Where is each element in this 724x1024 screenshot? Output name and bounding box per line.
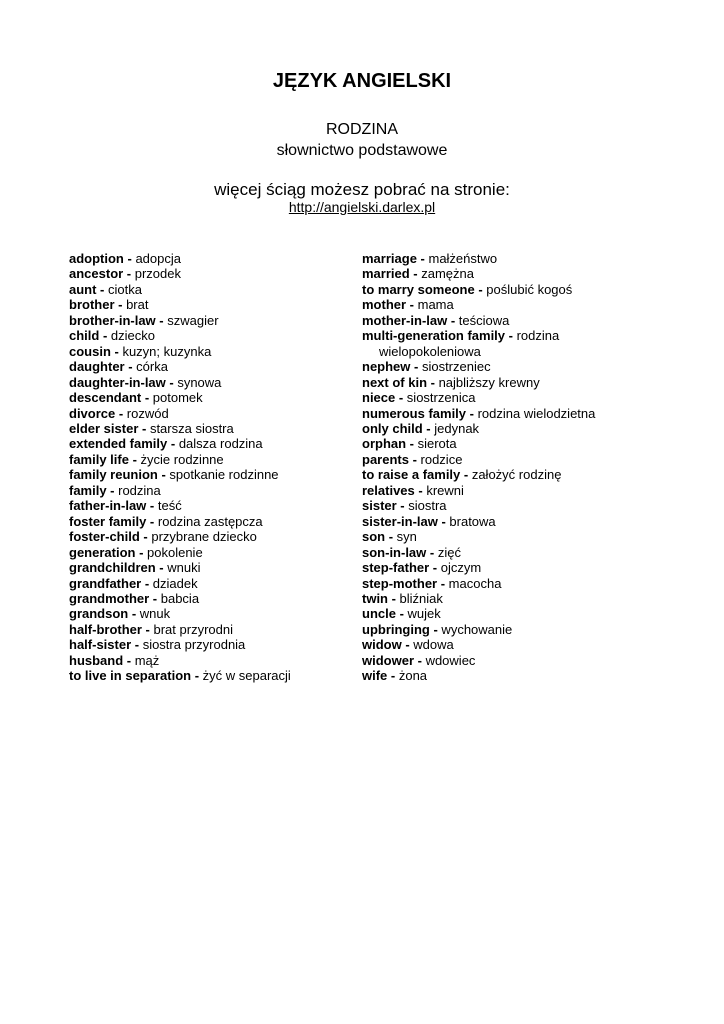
vocab-term: uncle -: [362, 606, 404, 622]
vocab-translation: siostrzenica: [403, 390, 476, 406]
vocab-term: to live in separation -: [69, 668, 200, 684]
vocab-entry: [362, 576, 662, 591]
vocab-translation: potomek: [149, 390, 203, 406]
vocab-term: adoption -: [69, 251, 132, 266]
vocab-entry: [69, 282, 349, 297]
vocab-entry: [362, 483, 662, 498]
vocab-term: son-in-law -: [362, 544, 435, 560]
vocab-translation: kuzyn; kuzynka: [118, 343, 212, 359]
vocab-entry: [69, 483, 349, 498]
vocab-entry: [362, 637, 662, 652]
vocab-translation: przodek: [131, 266, 182, 282]
vocab-term: family life -: [69, 451, 137, 467]
vocab-translation: rodzina: [114, 482, 161, 498]
vocab-term: step-father -: [362, 560, 438, 576]
vocab-translation: przybrane dziecko: [147, 529, 257, 545]
vocab-term: half-sister -: [69, 637, 140, 653]
vocab-translation: babcia: [157, 590, 200, 606]
vocab-entry: [69, 421, 349, 436]
vocab-term: widower -: [362, 652, 422, 668]
vocab-translation: dalsza rodzina: [175, 436, 263, 452]
vocab-entry: [362, 375, 662, 390]
vocab-term: widow -: [362, 637, 410, 653]
vocab-translation: rodzice: [416, 451, 463, 467]
vocab-entry: [362, 266, 662, 281]
vocab-entry: [69, 560, 349, 575]
vocab-term: parents -: [362, 451, 417, 467]
vocab-entry: [69, 406, 349, 421]
vocab-translation: wujek: [403, 606, 441, 622]
vocab-term: ancestor -: [69, 266, 132, 282]
vocab-translation: zamężna: [417, 266, 475, 282]
vocab-translation: założyć rodzinę: [468, 467, 562, 483]
vocab-term: grandfather -: [69, 575, 150, 591]
vocab-entry: [362, 560, 662, 575]
vocab-entry: [362, 668, 662, 683]
vocab-term: divorce -: [69, 405, 124, 421]
vocab-term: extended family -: [69, 436, 176, 452]
topic-subtitle: słownictwo podstawowe: [276, 142, 448, 159]
vocab-entry: [69, 637, 349, 652]
vocab-entry: [69, 452, 349, 467]
vocab-entry: [362, 529, 662, 544]
vocab-translation: dziadek: [149, 575, 198, 591]
vocab-translation: zięć: [434, 544, 461, 560]
vocab-term: to marry someone -: [362, 281, 483, 297]
vocab-term: brother -: [69, 297, 123, 313]
vocab-translation: brat przyrodni: [149, 621, 233, 637]
vocab-term: brother-in-law -: [69, 312, 164, 328]
vocab-translation: poślubić kogoś: [482, 281, 573, 297]
vocab-entry: [362, 498, 662, 513]
vocab-entry: [362, 545, 662, 560]
vocab-translation: spotkanie rodzinne: [165, 467, 279, 483]
vocab-translation: wychowanie: [437, 621, 513, 637]
vocab-translation: siostra: [404, 498, 447, 514]
vocab-entry: [69, 375, 349, 390]
vocab-term: marriage -: [362, 251, 425, 266]
vocab-translation: adopcja: [131, 251, 181, 266]
page-title: JĘZYK ANGIELSKI: [272, 70, 452, 92]
vocab-term: sister-in-law -: [362, 513, 446, 529]
vocab-translation: mama: [414, 297, 454, 313]
vocab-translation-continuation: wielopokoleniowa: [379, 343, 481, 359]
vocab-entry: [69, 344, 349, 359]
vocab-translation: wnuki: [163, 560, 201, 576]
vocab-term: daughter-in-law -: [69, 374, 174, 390]
vocab-entry: [69, 436, 349, 451]
vocab-term: relatives -: [362, 482, 423, 498]
vocab-translation: sierota: [414, 436, 457, 452]
vocab-translation: rodzina wielodzietna: [473, 405, 596, 421]
vocab-entry: [362, 591, 662, 606]
vocab-entry: [69, 529, 349, 544]
vocab-entry: [69, 514, 349, 529]
vocab-term: sister -: [362, 498, 405, 514]
vocab-entry: [69, 576, 349, 591]
vocab-translation: jedynak: [430, 420, 480, 436]
vocab-entry: [69, 622, 349, 637]
vocab-translation: ciotka: [104, 281, 142, 297]
vocab-term: family -: [69, 482, 115, 498]
vocab-entry: [69, 668, 349, 683]
vocab-entry: [362, 436, 662, 451]
vocab-translation: siostrzeniec: [418, 359, 491, 375]
vocab-entry: [362, 406, 662, 421]
vocab-term: half-brother -: [69, 621, 150, 637]
vocab-term: niece -: [362, 390, 404, 406]
vocab-term: elder sister -: [69, 420, 147, 436]
vocab-entry: [69, 545, 349, 560]
vocab-translation: brat: [122, 297, 149, 313]
vocab-entry: [69, 313, 349, 328]
vocab-entry: [69, 390, 349, 405]
vocab-translation: wdowa: [409, 637, 454, 653]
vocab-entry: [69, 606, 349, 621]
vocab-term: foster family -: [69, 513, 155, 529]
vocab-entry: [69, 467, 349, 482]
vocab-translation: krewni: [422, 482, 464, 498]
vocab-entry: [362, 282, 662, 297]
vocab-term: twin -: [362, 590, 396, 606]
vocab-list-right: [362, 251, 662, 684]
vocab-entry: [362, 251, 662, 266]
vocab-entry: [362, 467, 662, 482]
vocab-term: numerous family -: [362, 405, 474, 421]
site-link[interactable]: http://angielski.darlex.pl: [288, 199, 436, 215]
vocab-translation: teściowa: [455, 312, 510, 328]
vocab-entry: [362, 653, 662, 668]
vocab-translation: starsza siostra: [146, 420, 234, 436]
vocab-term: cousin -: [69, 343, 119, 359]
vocab-translation: bliźniak: [395, 590, 443, 606]
vocab-term: orphan -: [362, 436, 414, 452]
vocab-term: nephew -: [362, 359, 419, 375]
vocab-term: mother -: [362, 297, 414, 313]
vocab-translation: najbliższy krewny: [434, 374, 540, 390]
vocab-translation: życie rodzinne: [136, 451, 224, 467]
vocab-term: family reunion -: [69, 467, 166, 483]
vocab-translation: synowa: [173, 374, 222, 390]
vocab-entry: [362, 359, 662, 374]
vocab-entry: [362, 328, 662, 359]
vocab-term: only child -: [362, 420, 431, 436]
vocab-translation: ojczym: [437, 560, 482, 576]
vocab-translation: szwagier: [163, 312, 219, 328]
vocab-translation: rozwód: [123, 405, 169, 421]
vocab-translation: teść: [154, 498, 182, 514]
vocab-translation: dziecko: [107, 328, 155, 344]
vocab-translation: pokolenie: [143, 544, 203, 560]
vocab-translation: żona: [395, 668, 428, 684]
vocab-entry: [69, 266, 349, 281]
vocab-term: grandchildren -: [69, 560, 164, 576]
vocab-entry: [69, 251, 349, 266]
vocab-term: foster-child -: [69, 529, 148, 545]
vocab-entry: [69, 359, 349, 374]
vocab-term: son -: [362, 529, 394, 545]
vocab-entry: [362, 297, 662, 312]
vocab-entry: [69, 328, 349, 343]
vocab-term: child -: [69, 328, 108, 344]
vocab-term: multi-generation family -: [362, 328, 513, 344]
vocab-term: to raise a family -: [362, 467, 469, 483]
vocab-term: grandmother -: [69, 590, 158, 606]
vocab-translation: syn: [393, 529, 417, 545]
vocab-term: father-in-law -: [69, 498, 155, 514]
vocab-translation: macocha: [445, 575, 502, 591]
vocab-entry: [362, 622, 662, 637]
vocab-entry: [362, 452, 662, 467]
vocab-term: mother-in-law -: [362, 312, 456, 328]
vocab-term: next of kin -: [362, 374, 435, 390]
vocab-translation: rodzina: [512, 328, 560, 344]
vocab-term: upbringing -: [362, 621, 438, 637]
vocab-translation: mąż: [131, 652, 160, 668]
vocab-translation: rodzina zastępcza: [154, 513, 263, 529]
vocab-translation: małżeństwo: [424, 251, 498, 266]
vocab-entry: [69, 653, 349, 668]
topic-title: RODZINA: [326, 121, 398, 138]
vocab-translation: żyć w separacji: [199, 668, 291, 684]
vocab-entry: [69, 498, 349, 513]
site-link-container: [0, 198, 724, 216]
vocab-entry: [362, 606, 662, 621]
vocab-term: step-mother -: [362, 575, 446, 591]
vocab-entry: [362, 313, 662, 328]
vocab-term: descendant -: [69, 390, 150, 406]
vocab-entry: [362, 514, 662, 529]
vocab-translation: wdowiec: [421, 652, 476, 668]
vocab-entry: [362, 421, 662, 436]
vocab-term: aunt -: [69, 281, 105, 297]
vocab-term: married -: [362, 266, 418, 282]
vocab-term: daughter -: [69, 359, 133, 375]
vocab-translation: wnuk: [136, 606, 171, 622]
promo-text: więcej ściąg możesz pobrać na stronie:: [214, 180, 510, 199]
vocab-term: husband -: [69, 652, 132, 668]
vocab-term: generation -: [69, 544, 144, 560]
vocab-translation: córka: [132, 359, 168, 375]
vocab-entry: [362, 390, 662, 405]
vocab-term: grandson -: [69, 606, 137, 622]
vocab-entry: [69, 591, 349, 606]
vocab-translation: siostra przyrodnia: [139, 637, 246, 653]
vocab-entry: [69, 297, 349, 312]
vocab-term: wife -: [362, 668, 396, 684]
vocab-translation: bratowa: [445, 513, 496, 529]
vocab-list-left: [69, 251, 349, 684]
